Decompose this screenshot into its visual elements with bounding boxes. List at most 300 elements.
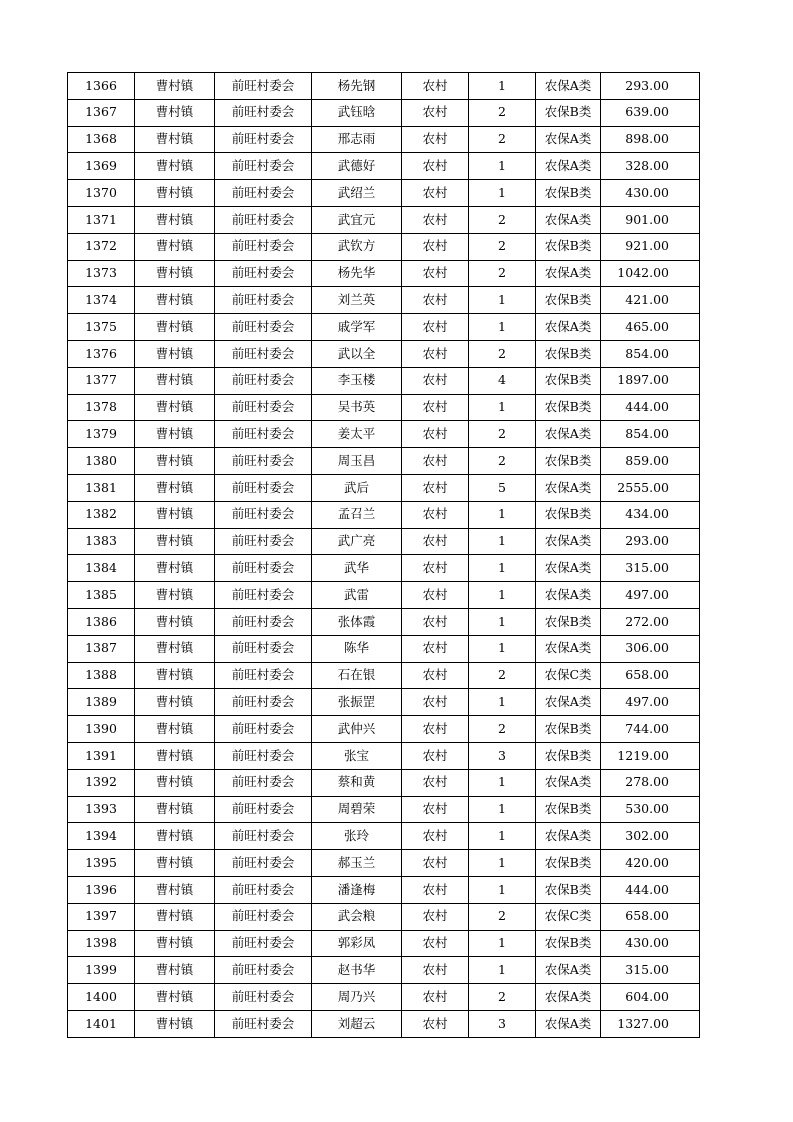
household-count-cell: 1 <box>469 394 536 421</box>
amount-cell: 465.00 <box>601 314 700 341</box>
serial-number-cell: 1387 <box>68 635 135 662</box>
town-cell: 曹村镇 <box>135 582 215 609</box>
amount-cell: 744.00 <box>601 716 700 743</box>
town-cell: 曹村镇 <box>135 233 215 260</box>
serial-number-cell: 1393 <box>68 796 135 823</box>
area-type-cell: 农村 <box>402 662 469 689</box>
table-row <box>68 206 700 233</box>
amount-cell: 306.00 <box>601 635 700 662</box>
household-count-cell: 1 <box>469 608 536 635</box>
table-row <box>68 287 700 314</box>
area-type-cell: 农村 <box>402 73 469 100</box>
insurance-category-cell: 农保A类 <box>536 153 601 180</box>
household-count-cell: 5 <box>469 474 536 501</box>
household-count-cell: 2 <box>469 126 536 153</box>
household-count-cell: 1 <box>469 528 536 555</box>
insurance-category-cell: 农保B类 <box>536 608 601 635</box>
table-row <box>68 233 700 260</box>
area-type-cell: 农村 <box>402 233 469 260</box>
insurance-category-cell: 农保B类 <box>536 930 601 957</box>
amount-cell: 859.00 <box>601 448 700 475</box>
area-type-cell: 农村 <box>402 260 469 287</box>
town-cell: 曹村镇 <box>135 1010 215 1037</box>
serial-number-cell: 1371 <box>68 206 135 233</box>
insurance-category-cell: 农保B类 <box>536 340 601 367</box>
insurance-category-cell: 农保A类 <box>536 823 601 850</box>
table-row <box>68 501 700 528</box>
area-type-cell: 农村 <box>402 608 469 635</box>
table-row <box>68 957 700 984</box>
town-cell: 曹村镇 <box>135 99 215 126</box>
table-row <box>68 1010 700 1037</box>
insurance-category-cell: 农保A类 <box>536 957 601 984</box>
household-count-cell: 2 <box>469 984 536 1011</box>
amount-cell: 898.00 <box>601 126 700 153</box>
village-committee-cell: 前旺村委会 <box>215 528 312 555</box>
serial-number-cell: 1398 <box>68 930 135 957</box>
table-row <box>68 528 700 555</box>
insurance-category-cell: 农保A类 <box>536 528 601 555</box>
name-cell: 陈华 <box>312 635 402 662</box>
insurance-category-cell: 农保B类 <box>536 367 601 394</box>
serial-number-cell: 1366 <box>68 73 135 100</box>
insurance-category-cell: 农保B类 <box>536 742 601 769</box>
serial-number-cell: 1395 <box>68 850 135 877</box>
insurance-category-cell: 农保A类 <box>536 689 601 716</box>
name-cell: 赵书华 <box>312 957 402 984</box>
household-count-cell: 3 <box>469 742 536 769</box>
area-type-cell: 农村 <box>402 903 469 930</box>
table-row <box>68 582 700 609</box>
village-committee-cell: 前旺村委会 <box>215 99 312 126</box>
household-count-cell: 2 <box>469 206 536 233</box>
village-committee-cell: 前旺村委会 <box>215 555 312 582</box>
name-cell: 潘逢梅 <box>312 876 402 903</box>
table-row <box>68 555 700 582</box>
amount-cell: 444.00 <box>601 876 700 903</box>
insurance-category-cell: 农保B类 <box>536 287 601 314</box>
town-cell: 曹村镇 <box>135 823 215 850</box>
name-cell: 李玉楼 <box>312 367 402 394</box>
name-cell: 孟召兰 <box>312 501 402 528</box>
table-row <box>68 474 700 501</box>
table-row <box>68 662 700 689</box>
town-cell: 曹村镇 <box>135 314 215 341</box>
insurance-category-cell: 农保B类 <box>536 99 601 126</box>
household-count-cell: 1 <box>469 823 536 850</box>
village-committee-cell: 前旺村委会 <box>215 876 312 903</box>
household-count-cell: 2 <box>469 421 536 448</box>
area-type-cell: 农村 <box>402 126 469 153</box>
serial-number-cell: 1382 <box>68 501 135 528</box>
insurance-category-cell: 农保A类 <box>536 260 601 287</box>
town-cell: 曹村镇 <box>135 367 215 394</box>
serial-number-cell: 1399 <box>68 957 135 984</box>
amount-cell: 1897.00 <box>601 367 700 394</box>
area-type-cell: 农村 <box>402 716 469 743</box>
village-committee-cell: 前旺村委会 <box>215 930 312 957</box>
table-row <box>68 99 700 126</box>
name-cell: 戚学军 <box>312 314 402 341</box>
village-committee-cell: 前旺村委会 <box>215 448 312 475</box>
town-cell: 曹村镇 <box>135 689 215 716</box>
village-committee-cell: 前旺村委会 <box>215 957 312 984</box>
table-row <box>68 73 700 100</box>
name-cell: 武德好 <box>312 153 402 180</box>
serial-number-cell: 1383 <box>68 528 135 555</box>
insurance-category-cell: 农保B类 <box>536 180 601 207</box>
table-row <box>68 260 700 287</box>
records-table <box>67 72 700 1038</box>
serial-number-cell: 1372 <box>68 233 135 260</box>
area-type-cell: 农村 <box>402 153 469 180</box>
amount-cell: 530.00 <box>601 796 700 823</box>
amount-cell: 420.00 <box>601 850 700 877</box>
village-committee-cell: 前旺村委会 <box>215 501 312 528</box>
serial-number-cell: 1388 <box>68 662 135 689</box>
town-cell: 曹村镇 <box>135 742 215 769</box>
area-type-cell: 农村 <box>402 689 469 716</box>
insurance-category-cell: 农保A类 <box>536 635 601 662</box>
table-row <box>68 742 700 769</box>
household-count-cell: 1 <box>469 153 536 180</box>
area-type-cell: 农村 <box>402 850 469 877</box>
amount-cell: 302.00 <box>601 823 700 850</box>
insurance-category-cell: 农保B类 <box>536 233 601 260</box>
household-count-cell: 1 <box>469 635 536 662</box>
town-cell: 曹村镇 <box>135 635 215 662</box>
name-cell: 石在银 <box>312 662 402 689</box>
serial-number-cell: 1378 <box>68 394 135 421</box>
serial-number-cell: 1389 <box>68 689 135 716</box>
name-cell: 刘超云 <box>312 1010 402 1037</box>
village-committee-cell: 前旺村委会 <box>215 796 312 823</box>
table-row <box>68 689 700 716</box>
area-type-cell: 农村 <box>402 394 469 421</box>
amount-cell: 497.00 <box>601 582 700 609</box>
amount-cell: 1042.00 <box>601 260 700 287</box>
serial-number-cell: 1390 <box>68 716 135 743</box>
household-count-cell: 2 <box>469 99 536 126</box>
town-cell: 曹村镇 <box>135 153 215 180</box>
town-cell: 曹村镇 <box>135 260 215 287</box>
serial-number-cell: 1400 <box>68 984 135 1011</box>
town-cell: 曹村镇 <box>135 126 215 153</box>
table-row <box>68 608 700 635</box>
table-row <box>68 984 700 1011</box>
village-committee-cell: 前旺村委会 <box>215 233 312 260</box>
town-cell: 曹村镇 <box>135 957 215 984</box>
village-committee-cell: 前旺村委会 <box>215 823 312 850</box>
amount-cell: 639.00 <box>601 99 700 126</box>
town-cell: 曹村镇 <box>135 394 215 421</box>
area-type-cell: 农村 <box>402 582 469 609</box>
household-count-cell: 2 <box>469 448 536 475</box>
amount-cell: 293.00 <box>601 73 700 100</box>
area-type-cell: 农村 <box>402 796 469 823</box>
village-committee-cell: 前旺村委会 <box>215 260 312 287</box>
village-committee-cell: 前旺村委会 <box>215 394 312 421</box>
amount-cell: 901.00 <box>601 206 700 233</box>
insurance-category-cell: 农保B类 <box>536 850 601 877</box>
village-committee-cell: 前旺村委会 <box>215 662 312 689</box>
serial-number-cell: 1381 <box>68 474 135 501</box>
name-cell: 武绍兰 <box>312 180 402 207</box>
village-committee-cell: 前旺村委会 <box>215 153 312 180</box>
amount-cell: 1327.00 <box>601 1010 700 1037</box>
area-type-cell: 农村 <box>402 448 469 475</box>
amount-cell: 315.00 <box>601 555 700 582</box>
amount-cell: 444.00 <box>601 394 700 421</box>
town-cell: 曹村镇 <box>135 421 215 448</box>
table-row <box>68 153 700 180</box>
household-count-cell: 1 <box>469 582 536 609</box>
town-cell: 曹村镇 <box>135 180 215 207</box>
table-row <box>68 876 700 903</box>
household-count-cell: 3 <box>469 1010 536 1037</box>
table-row <box>68 903 700 930</box>
household-count-cell: 1 <box>469 769 536 796</box>
amount-cell: 658.00 <box>601 662 700 689</box>
name-cell: 杨先华 <box>312 260 402 287</box>
serial-number-cell: 1369 <box>68 153 135 180</box>
household-count-cell: 1 <box>469 180 536 207</box>
serial-number-cell: 1374 <box>68 287 135 314</box>
village-committee-cell: 前旺村委会 <box>215 984 312 1011</box>
area-type-cell: 农村 <box>402 314 469 341</box>
town-cell: 曹村镇 <box>135 608 215 635</box>
name-cell: 周玉昌 <box>312 448 402 475</box>
village-committee-cell: 前旺村委会 <box>215 635 312 662</box>
town-cell: 曹村镇 <box>135 930 215 957</box>
name-cell: 邢志雨 <box>312 126 402 153</box>
insurance-category-cell: 农保B类 <box>536 796 601 823</box>
name-cell: 张体霞 <box>312 608 402 635</box>
insurance-category-cell: 农保B类 <box>536 876 601 903</box>
area-type-cell: 农村 <box>402 287 469 314</box>
serial-number-cell: 1391 <box>68 742 135 769</box>
area-type-cell: 农村 <box>402 930 469 957</box>
serial-number-cell: 1394 <box>68 823 135 850</box>
serial-number-cell: 1386 <box>68 608 135 635</box>
amount-cell: 293.00 <box>601 528 700 555</box>
serial-number-cell: 1375 <box>68 314 135 341</box>
village-committee-cell: 前旺村委会 <box>215 180 312 207</box>
name-cell: 刘兰英 <box>312 287 402 314</box>
village-committee-cell: 前旺村委会 <box>215 1010 312 1037</box>
table-row <box>68 448 700 475</box>
household-count-cell: 1 <box>469 930 536 957</box>
town-cell: 曹村镇 <box>135 206 215 233</box>
serial-number-cell: 1384 <box>68 555 135 582</box>
area-type-cell: 农村 <box>402 180 469 207</box>
name-cell: 郝玉兰 <box>312 850 402 877</box>
insurance-category-cell: 农保A类 <box>536 984 601 1011</box>
household-count-cell: 2 <box>469 716 536 743</box>
village-committee-cell: 前旺村委会 <box>215 582 312 609</box>
amount-cell: 315.00 <box>601 957 700 984</box>
amount-cell: 2555.00 <box>601 474 700 501</box>
name-cell: 蔡和黄 <box>312 769 402 796</box>
household-count-cell: 1 <box>469 287 536 314</box>
table-row <box>68 367 700 394</box>
table-row <box>68 635 700 662</box>
insurance-category-cell: 农保A类 <box>536 126 601 153</box>
village-committee-cell: 前旺村委会 <box>215 608 312 635</box>
table-row <box>68 930 700 957</box>
area-type-cell: 农村 <box>402 555 469 582</box>
village-committee-cell: 前旺村委会 <box>215 850 312 877</box>
name-cell: 郭彩凤 <box>312 930 402 957</box>
name-cell: 武以全 <box>312 340 402 367</box>
household-count-cell: 2 <box>469 233 536 260</box>
name-cell: 杨先钢 <box>312 73 402 100</box>
household-count-cell: 1 <box>469 796 536 823</box>
area-type-cell: 农村 <box>402 635 469 662</box>
town-cell: 曹村镇 <box>135 903 215 930</box>
amount-cell: 854.00 <box>601 340 700 367</box>
town-cell: 曹村镇 <box>135 474 215 501</box>
serial-number-cell: 1396 <box>68 876 135 903</box>
household-count-cell: 1 <box>469 689 536 716</box>
serial-number-cell: 1392 <box>68 769 135 796</box>
insurance-category-cell: 农保B类 <box>536 394 601 421</box>
amount-cell: 434.00 <box>601 501 700 528</box>
table-row <box>68 340 700 367</box>
name-cell: 武钰晗 <box>312 99 402 126</box>
household-count-cell: 2 <box>469 903 536 930</box>
name-cell: 吴书英 <box>312 394 402 421</box>
town-cell: 曹村镇 <box>135 340 215 367</box>
serial-number-cell: 1379 <box>68 421 135 448</box>
amount-cell: 497.00 <box>601 689 700 716</box>
name-cell: 武钦方 <box>312 233 402 260</box>
household-count-cell: 1 <box>469 73 536 100</box>
serial-number-cell: 1368 <box>68 126 135 153</box>
insurance-category-cell: 农保A类 <box>536 73 601 100</box>
area-type-cell: 农村 <box>402 474 469 501</box>
town-cell: 曹村镇 <box>135 448 215 475</box>
amount-cell: 604.00 <box>601 984 700 1011</box>
village-committee-cell: 前旺村委会 <box>215 903 312 930</box>
village-committee-cell: 前旺村委会 <box>215 689 312 716</box>
household-count-cell: 1 <box>469 957 536 984</box>
village-committee-cell: 前旺村委会 <box>215 769 312 796</box>
table-row <box>68 394 700 421</box>
serial-number-cell: 1401 <box>68 1010 135 1037</box>
area-type-cell: 农村 <box>402 984 469 1011</box>
area-type-cell: 农村 <box>402 528 469 555</box>
serial-number-cell: 1380 <box>68 448 135 475</box>
town-cell: 曹村镇 <box>135 850 215 877</box>
amount-cell: 658.00 <box>601 903 700 930</box>
table-row <box>68 314 700 341</box>
household-count-cell: 2 <box>469 340 536 367</box>
area-type-cell: 农村 <box>402 206 469 233</box>
town-cell: 曹村镇 <box>135 662 215 689</box>
name-cell: 周碧荣 <box>312 796 402 823</box>
serial-number-cell: 1377 <box>68 367 135 394</box>
town-cell: 曹村镇 <box>135 287 215 314</box>
table-row <box>68 716 700 743</box>
table-row <box>68 850 700 877</box>
insurance-category-cell: 农保A类 <box>536 555 601 582</box>
amount-cell: 328.00 <box>601 153 700 180</box>
amount-cell: 921.00 <box>601 233 700 260</box>
household-count-cell: 2 <box>469 260 536 287</box>
serial-number-cell: 1376 <box>68 340 135 367</box>
village-committee-cell: 前旺村委会 <box>215 206 312 233</box>
name-cell: 张宝 <box>312 742 402 769</box>
town-cell: 曹村镇 <box>135 796 215 823</box>
village-committee-cell: 前旺村委会 <box>215 716 312 743</box>
table-row <box>68 421 700 448</box>
amount-cell: 854.00 <box>601 421 700 448</box>
insurance-category-cell: 农保A类 <box>536 314 601 341</box>
town-cell: 曹村镇 <box>135 501 215 528</box>
insurance-category-cell: 农保A类 <box>536 474 601 501</box>
household-count-cell: 1 <box>469 876 536 903</box>
name-cell: 武雷 <box>312 582 402 609</box>
insurance-category-cell: 农保A类 <box>536 421 601 448</box>
household-count-cell: 2 <box>469 662 536 689</box>
village-committee-cell: 前旺村委会 <box>215 474 312 501</box>
village-committee-cell: 前旺村委会 <box>215 340 312 367</box>
table-row <box>68 180 700 207</box>
village-committee-cell: 前旺村委会 <box>215 287 312 314</box>
insurance-category-cell: 农保B类 <box>536 501 601 528</box>
village-committee-cell: 前旺村委会 <box>215 421 312 448</box>
household-count-cell: 1 <box>469 501 536 528</box>
records-table-body <box>68 73 700 1038</box>
name-cell: 张振罡 <box>312 689 402 716</box>
area-type-cell: 农村 <box>402 876 469 903</box>
insurance-category-cell: 农保A类 <box>536 769 601 796</box>
table-row <box>68 126 700 153</box>
village-committee-cell: 前旺村委会 <box>215 742 312 769</box>
area-type-cell: 农村 <box>402 769 469 796</box>
village-committee-cell: 前旺村委会 <box>215 367 312 394</box>
table-row <box>68 823 700 850</box>
area-type-cell: 农村 <box>402 501 469 528</box>
name-cell: 武广亮 <box>312 528 402 555</box>
town-cell: 曹村镇 <box>135 984 215 1011</box>
area-type-cell: 农村 <box>402 340 469 367</box>
insurance-category-cell: 农保C类 <box>536 903 601 930</box>
amount-cell: 430.00 <box>601 930 700 957</box>
household-count-cell: 1 <box>469 850 536 877</box>
town-cell: 曹村镇 <box>135 769 215 796</box>
amount-cell: 1219.00 <box>601 742 700 769</box>
insurance-category-cell: 农保A类 <box>536 582 601 609</box>
household-count-cell: 4 <box>469 367 536 394</box>
area-type-cell: 农村 <box>402 1010 469 1037</box>
serial-number-cell: 1373 <box>68 260 135 287</box>
name-cell: 周乃兴 <box>312 984 402 1011</box>
table-row <box>68 796 700 823</box>
table-row <box>68 769 700 796</box>
area-type-cell: 农村 <box>402 957 469 984</box>
name-cell: 武会粮 <box>312 903 402 930</box>
name-cell: 武宜元 <box>312 206 402 233</box>
name-cell: 武后 <box>312 474 402 501</box>
serial-number-cell: 1370 <box>68 180 135 207</box>
area-type-cell: 农村 <box>402 367 469 394</box>
serial-number-cell: 1397 <box>68 903 135 930</box>
insurance-category-cell: 农保C类 <box>536 662 601 689</box>
insurance-category-cell: 农保A类 <box>536 1010 601 1037</box>
town-cell: 曹村镇 <box>135 876 215 903</box>
